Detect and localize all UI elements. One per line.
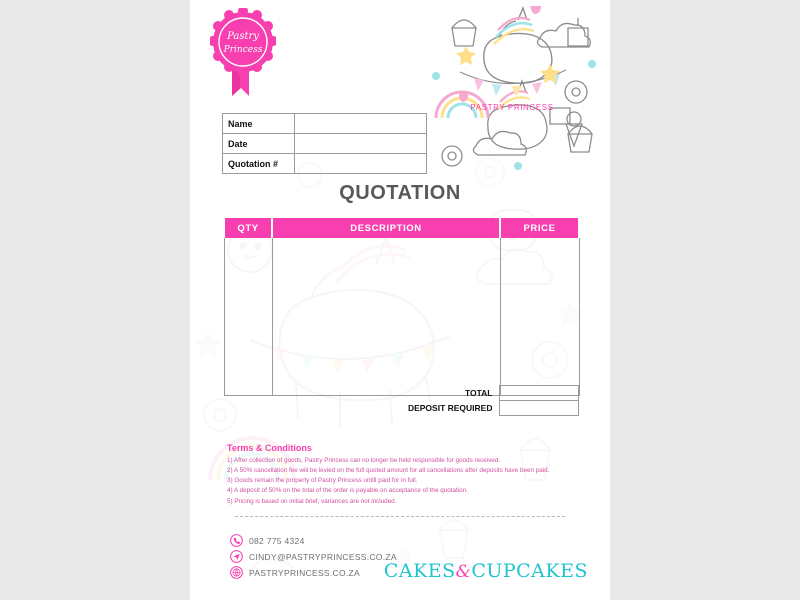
table-row [224,238,579,396]
column-header-description: DESCRIPTION [272,219,500,238]
doodle-cluster [422,6,602,176]
terms-item: 3) Goods remain the property of Pastry Princess untill paid for in full. [227,477,418,485]
column-header-qty: QTY [224,219,272,238]
table-header-row [224,219,579,238]
customer-info-table [222,113,427,174]
cell-description[interactable] [272,238,500,396]
table-row [223,154,427,174]
paper-plane-icon [230,550,243,563]
table-row [223,386,578,401]
doodle-brand-text: PASTRY PRINCESS [470,103,554,112]
globe-icon [230,566,243,579]
info-label-quotation-number: Quotation # [223,154,295,174]
terms-item: 1) After collection of goods, Pastry Princess can no longer be held responsible for goods received. [227,457,501,464]
badge-line2: Princess [223,45,263,55]
totals-table [223,385,579,416]
line-items-table [223,218,580,396]
page-gutter-left [0,0,190,600]
contact-row-email[interactable] [230,550,397,563]
terms-and-conditions [227,443,577,507]
contact-row-website[interactable] [230,566,397,579]
contact-block [230,534,397,582]
column-header-price: PRICE [500,219,579,238]
contact-phone-text: 082 775 4324 [249,535,305,546]
contact-website-text[interactable]: PASTRYPRINCESS.CO.ZA [249,567,361,578]
table-row [223,401,578,416]
brand-badge [210,8,276,100]
deposit-required-value[interactable] [499,401,578,416]
page-title: QUOTATION [339,182,461,204]
quotation-document [190,0,610,600]
info-label-name: Name [223,114,295,134]
footer-ampersand: & [455,562,472,582]
footer-left-word: CAKES [383,560,456,582]
page-gutter-right [610,0,800,600]
footer-brand [384,560,588,582]
terms-item: 5) Pricing is based on initial brief, variances are not included. [227,497,397,505]
terms-heading: Terms & Conditions [227,443,312,453]
footer-right-word: CUPCAKES [471,560,588,582]
cell-qty[interactable] [224,238,272,396]
total-label: TOTAL [464,388,493,398]
phone-icon [230,534,243,547]
contact-email-text[interactable]: CINDY@PASTRYPRINCESS.CO.ZA [249,551,397,562]
info-value-quotation-number[interactable] [295,154,427,174]
terms-item: 4) A deposit of 50% on the total of the order is payable on acceptance of the quotation. [227,487,468,495]
terms-item: 2) A 50% cancellation fee will be levied on the full quoted amount for all cancellations after deposits have been paid. [227,467,550,475]
info-label-date: Date [223,134,295,154]
cell-price[interactable] [500,238,579,396]
dashed-divider [235,516,565,517]
deposit-required-label: DEPOSIT REQUIRED [407,403,493,413]
info-value-date[interactable] [295,134,427,154]
table-row [223,114,427,134]
badge-line1: Pastry [227,31,259,42]
table-row [223,134,427,154]
info-value-name[interactable] [295,114,427,134]
contact-row-phone [230,534,397,547]
total-value[interactable] [499,386,578,401]
